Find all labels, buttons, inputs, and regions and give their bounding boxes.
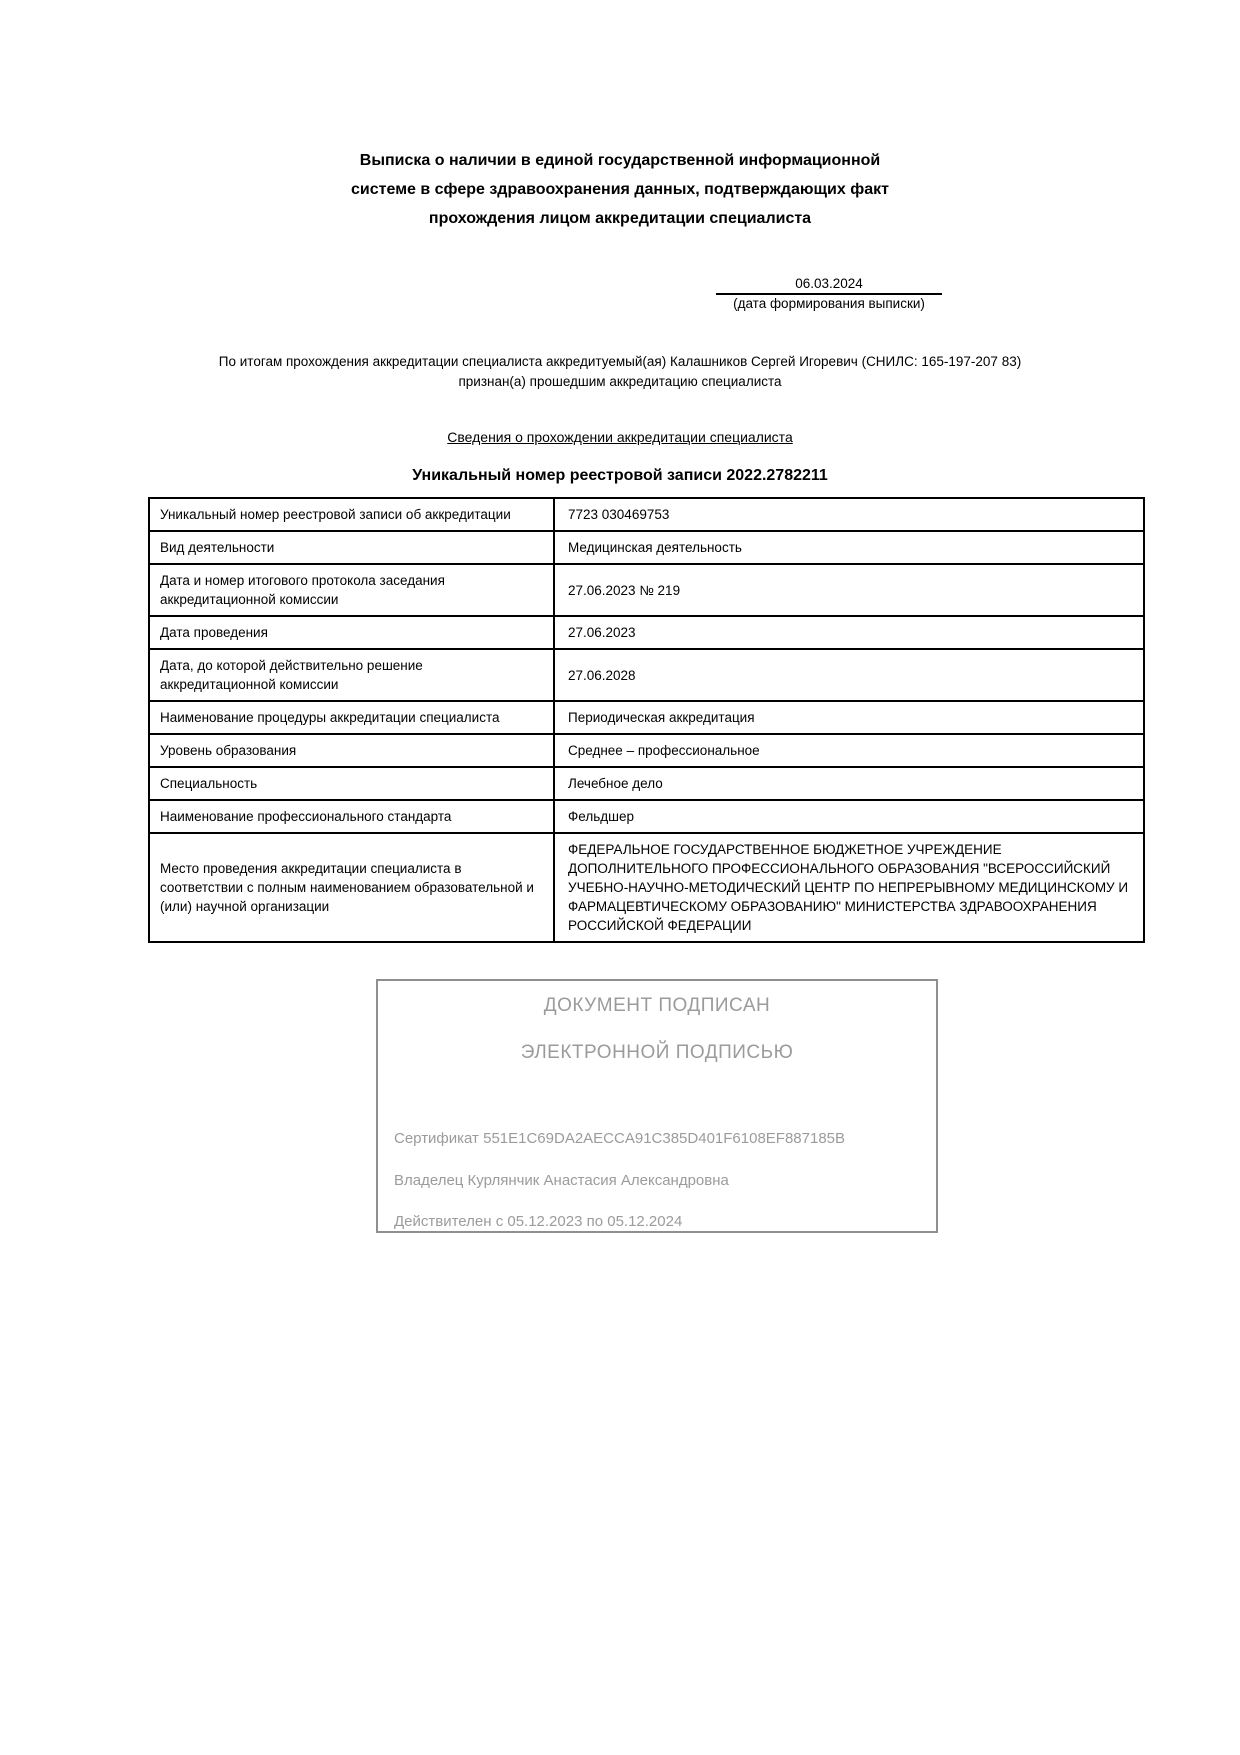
row-value-cell: 7723 030469753	[554, 498, 1144, 531]
row-value-cell: 27.06.2023	[554, 616, 1144, 649]
document-title-line: прохождения лицом аккредитации специалиста	[428, 210, 812, 227]
table-row	[149, 564, 1144, 616]
intro-paragraph	[0, 352, 1240, 392]
row-value-cell: Лечебное дело	[554, 767, 1144, 800]
row-value-cell: 27.06.2028	[554, 649, 1144, 701]
table-row	[149, 833, 1144, 942]
row-value-cell: Медицинская деятельность	[554, 531, 1144, 564]
record-number-heading: Уникальный номер реестровой записи 2022.2782211	[412, 467, 828, 484]
signature-validity: Действителен с 05.12.2023 по 05.12.2024	[394, 1213, 683, 1230]
section-heading: Сведения о прохождении аккредитации специалиста	[447, 429, 793, 445]
intro-line-2: признан(а) прошедшим аккредитацию специалиста	[458, 374, 782, 389]
table-row	[149, 531, 1144, 564]
row-label-cell: Наименование процедуры аккредитации специалиста	[149, 701, 554, 734]
signature-status-line-1: ДОКУМЕНТ ПОДПИСАН	[543, 995, 771, 1016]
row-label-cell: Место проведения аккредитации специалиста в соответствии с полным наименованием образовательной и (или) научной организации	[149, 833, 554, 942]
signature-box	[376, 979, 938, 1233]
table-row	[149, 701, 1144, 734]
row-label-cell: Уровень образования	[149, 734, 554, 767]
signature-certificate: Сертификат 551E1C69DA2AECCA91C385D401F6108EF887185B	[394, 1130, 846, 1147]
document-title-line: Выписка о наличии в единой государственной информационной	[359, 152, 881, 169]
intro-line-1: По итогам прохождения аккредитации специалиста аккредитуемый(ая) Калашников Сергей Игоревич (СНИЛС: 165-197-207 83)	[218, 354, 1022, 369]
document-title	[0, 0, 1240, 233]
accreditation-table	[148, 497, 1145, 943]
table-row	[149, 767, 1144, 800]
document-title-line: системе в сфере здравоохранения данных, подтверждающих факт	[351, 181, 889, 198]
table-row	[149, 616, 1144, 649]
extract-date-block	[716, 275, 942, 313]
extract-date: 06.03.2024	[716, 275, 942, 295]
row-label-cell: Специальность	[149, 767, 554, 800]
table-row	[149, 649, 1144, 701]
row-label-cell: Вид деятельности	[149, 531, 554, 564]
row-label-cell: Уникальный номер реестровой записи об аккредитации	[149, 498, 554, 531]
row-label-cell: Наименование профессионального стандарта	[149, 800, 554, 833]
signature-status-line-2: ЭЛЕКТРОННОЙ ПОДПИСЬЮ	[520, 1042, 794, 1063]
row-label-cell: Дата проведения	[149, 616, 554, 649]
row-label-cell: Дата и номер итогового протокола заседания аккредитационной комиссии	[149, 564, 554, 616]
table-row	[149, 498, 1144, 531]
table-row	[149, 734, 1144, 767]
signature-owner: Владелец Курлянчик Анастасия Александровна	[394, 1172, 729, 1189]
row-value-cell: 27.06.2023 № 219	[554, 564, 1144, 616]
table-row	[149, 800, 1144, 833]
row-label-cell: Дата, до которой действительно решение аккредитационной комиссии	[149, 649, 554, 701]
row-value-cell: Периодическая аккредитация	[554, 701, 1144, 734]
row-value-cell: Среднее – профессиональное	[554, 734, 1144, 767]
row-value-cell: ФЕДЕРАЛЬНОЕ ГОСУДАРСТВЕННОЕ БЮДЖЕТНОЕ УЧРЕЖДЕНИЕ ДОПОЛНИТЕЛЬНОГО ПРОФЕССИОНАЛЬНОГО ОБРАЗОВАНИЯ "ВСЕРОССИЙСКИЙ УЧЕБНО-НАУЧНО-МЕТОДИЧЕСКИЙ ЦЕНТР ПО НЕПРЕРЫВНОМУ МЕДИЦИНСКОМУ И ФАРМАЦЕВТИЧЕСКОМУ ОБРАЗОВАНИЮ" МИНИСТЕРСТВА ЗДРАВООХРАНЕНИЯ РОССИЙСКОЙ ФЕДЕРАЦИИ	[554, 833, 1144, 942]
row-value-cell: Фельдшер	[554, 800, 1144, 833]
extract-date-caption: (дата формирования выписки)	[733, 296, 925, 311]
